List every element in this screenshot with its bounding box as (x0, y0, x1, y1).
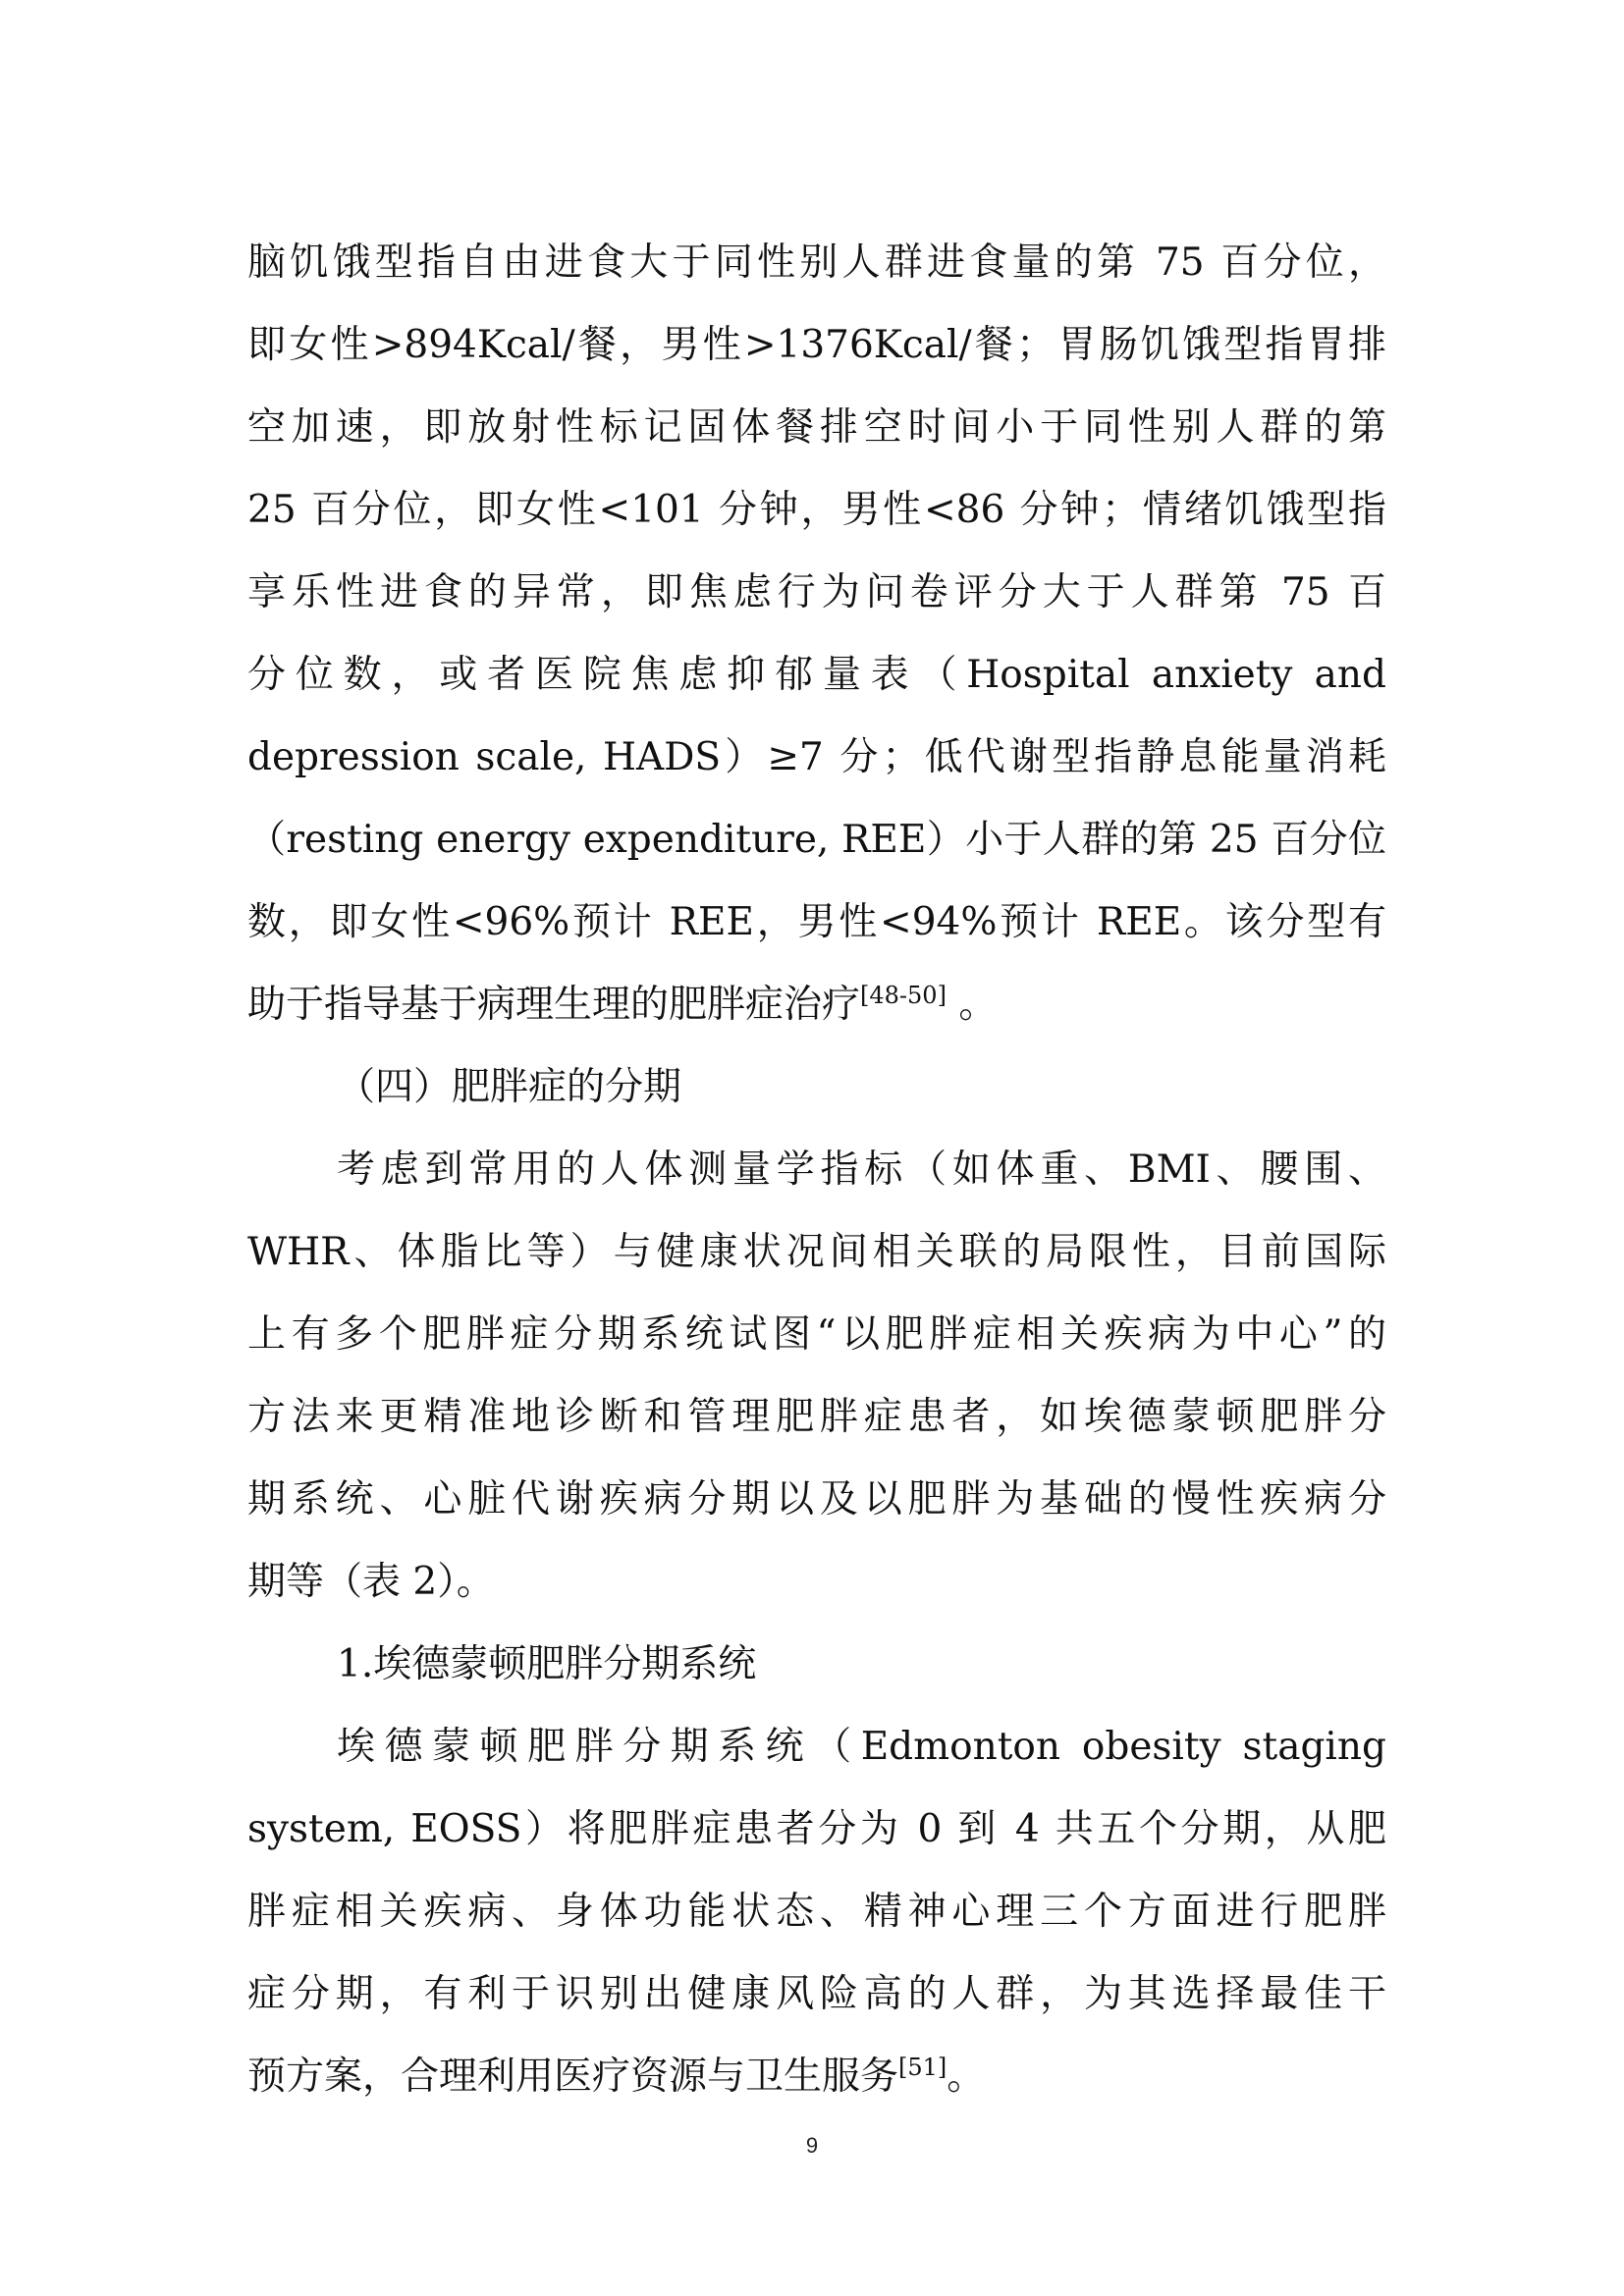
text-line: （resting energy expenditure, REE）小于人群的第 25 百分位 (247, 818, 1386, 862)
subsection-heading: 1.埃德蒙顿肥胖分期系统 (337, 1642, 757, 1686)
text-line (247, 2036, 1386, 2118)
text-line: 脑饥饿型指自由进食大于同性别人群进食量的第 75 百分位， (247, 240, 1386, 285)
text-line: 数，即女性<96%预计 REE，男性<94%预计 REE。该分型有 (247, 900, 1386, 944)
text-line: 胖症相关疾病、身体功能状态、精神心理三个方面进行肥胖 (247, 1890, 1386, 1934)
text-line: 25 百分位，即女性<101 分钟，男性<86 分钟；情绪饥饿型指 (247, 488, 1386, 532)
line-punctuation: 。 (947, 2055, 986, 2099)
text-line: system, EOSS）将肥胖症患者分为 0 到 4 共五个分期，从肥 (247, 1807, 1386, 1851)
text-line: 分位数，或者医院焦虑抑郁量表（Hospital anxiety and (247, 653, 1386, 697)
text-line: 即女性>894Kcal/餐，男性>1376Kcal/餐；胃肠饥饿型指胃排 (247, 323, 1386, 367)
text-line: 症分期，有利于识别出健康风险高的人群，为其选择最佳干 (247, 1972, 1386, 2016)
paragraph-staging-intro (247, 1129, 1386, 1624)
text-line: 期等（表 2）。 (247, 1560, 495, 1604)
citation-ref: [48-50] (860, 982, 947, 1009)
citation-ref: [51] (898, 2054, 947, 2081)
text-line: 期系统、心脏代谢疾病分期以及以肥胖为基础的慢性疾病分 (247, 1477, 1386, 1522)
text-line: 埃德蒙顿肥胖分期系统（Edmonton obesity staging (337, 1725, 1386, 1769)
text-line: 方法来更精准地诊断和管理肥胖症患者，如埃德蒙顿肥胖分 (247, 1395, 1386, 1439)
page-number: 9 (805, 2133, 819, 2158)
line-punctuation: 。 (946, 983, 998, 1027)
text-line: depression scale, HADS）≥7 分；低代谢型指静息能量消耗 (247, 735, 1386, 779)
text-line: 享乐性进食的异常，即焦虑行为问卷评分大于人群第 75 百 (247, 570, 1386, 614)
paragraph-hunger-types (247, 222, 1386, 1046)
text-line: 上有多个肥胖症分期系统试图“以肥胖症相关疾病为中心”的 (247, 1312, 1386, 1357)
section-heading: （四）肥胖症的分期 (337, 1065, 682, 1109)
document-body (247, 222, 1386, 2118)
paragraph-eoss (247, 1706, 1386, 2118)
text-line: 空加速，即放射性标记固体餐排空时间小于同性别人群的第 (247, 405, 1386, 450)
line-text: 助于指导基于病理生理的肥胖症治疗 (247, 983, 861, 1027)
text-line: WHR、体脂比等）与健康状况间相关联的局限性，目前国际 (247, 1230, 1386, 1274)
line-text: 预方案，合理利用医疗资源与卫生服务 (247, 2055, 899, 2099)
text-line: 考虑到常用的人体测量学指标（如体重、BMI、腰围、 (337, 1148, 1386, 1192)
text-line (247, 964, 1386, 1046)
